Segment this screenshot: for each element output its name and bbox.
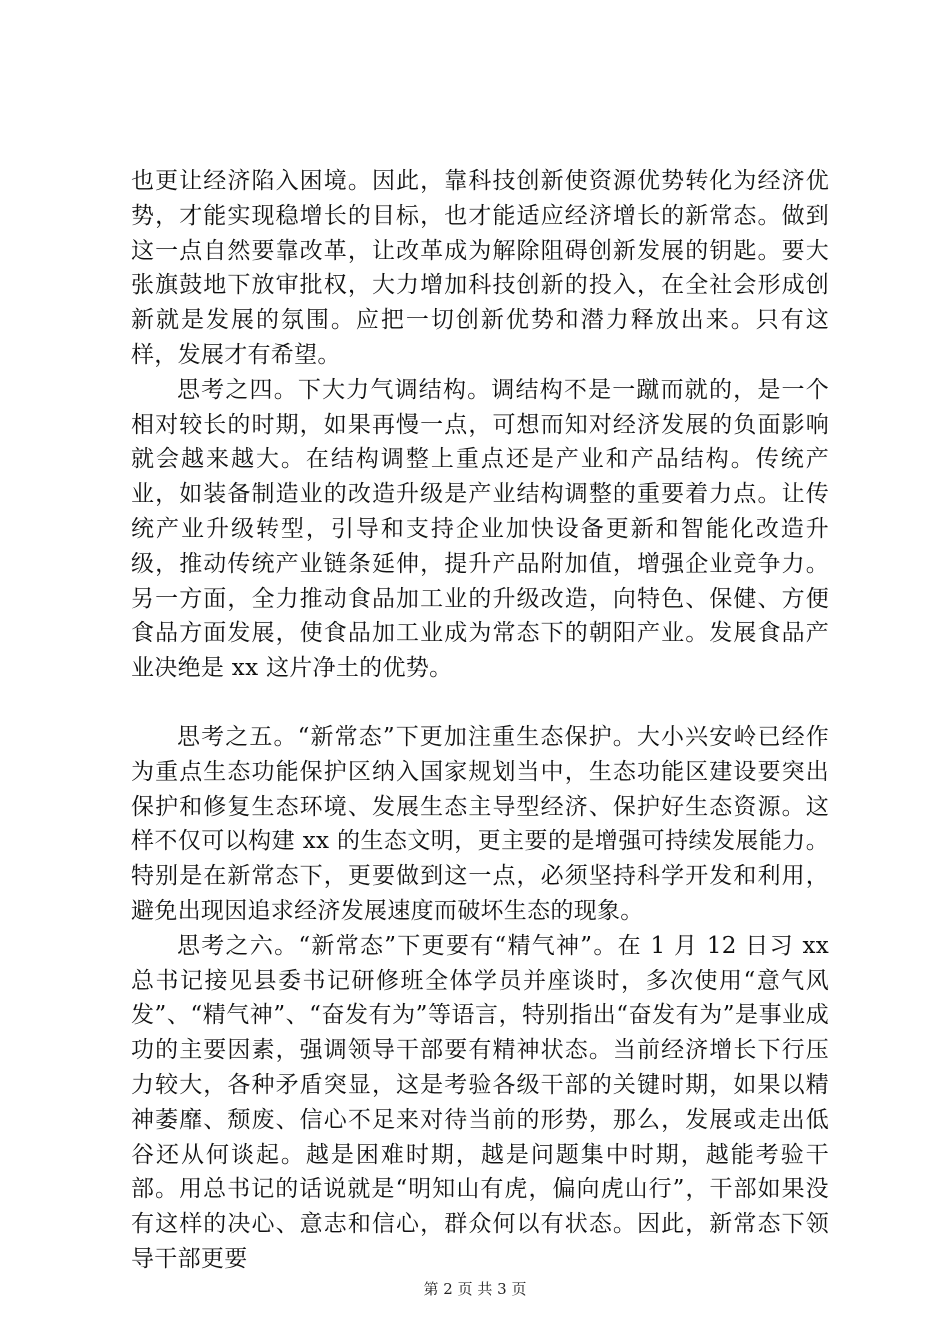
paragraph-spacer bbox=[131, 686, 829, 720]
paragraph-thought-four: 思考之四。下大力气调结构。调结构不是一蹴而就的，是一个相对较长的时期，如果再慢一点，可想而知对经济发展的负面影响就会越来越大。在结构调整上重点还是产业和产品结构。传统产业，如装备制造业的改造升级是产业结构调整的重要着力点。让传统产业升级转型，引导和支持企业加快设备更新和智能化改造升级，推动传统产业链条延伸，提升产品附加值，增强企业竞争力。另一方面，全力推动食品加工业的升级改造，向特色、保健、方便食品方面发展，使食品加工业成为常态下的朝阳产业。发展食品产业决绝是 xx 这片净土的优势。 bbox=[131, 376, 829, 682]
page-number-footer: 第 2 页 共 3 页 bbox=[423, 1280, 527, 1298]
paragraph-thought-six: 思考之六。“新常态”下更要有“精气神”。在 1 月 12 日习 xx 总书记接见县委书记研修班全体学员并座谈时，多次使用“意气风发”、“精气神”、“奋发有为”等语言，特别指出“奋发有为”是事业成功的主要因素，强调领导干部要有精神状态。当前经济增长下行压力较大，各种矛盾突显，这是考验各级干部的关键时期，如果以精神萎靡、颓废、信心不足来对待当前的形势，那么，发展或走出低谷还从何谈起。越是困难时期，越是问题集中时期，越能考验干部。用总书记的话说就是“明知山有虎，偏向虎山行”，干部如果没有这样的决心、意志和信心，群众何以有状态。因此，新常态下领导干部更要 bbox=[131, 932, 829, 1272]
paragraph-continuation: 也更让经济陷入困境。因此，靠科技创新使资源优势转化为经济优势，才能实现稳增长的目标，也才能适应经济增长的新常态。做到这一点自然要靠改革，让改革成为解除阻碍创新发展的钥匙。要大张旗鼓地下放审批权，大力增加科技创新的投入，在全社会形成创新就是发展的氛围。应把一切创新优势和潜力释放出来。只有这样，发展才有希望。 bbox=[131, 168, 829, 368]
document-body bbox=[131, 164, 829, 1277]
paragraph-thought-five: 思考之五。“新常态”下更加注重生态保护。大小兴安岭已经作为重点生态功能保护区纳入国家规划当中，生态功能区建设要突出保护和修复生态环境、发展生态主导型经济、保护好生态资源。这样不仅可以构建 xx 的生态文明，更主要的是增强可持续发展能力。特别是在新常态下，更要做到这一点，必须坚持科学开发和利用，避免出现因追求经济发展速度而破坏生态的现象。 bbox=[131, 723, 829, 924]
